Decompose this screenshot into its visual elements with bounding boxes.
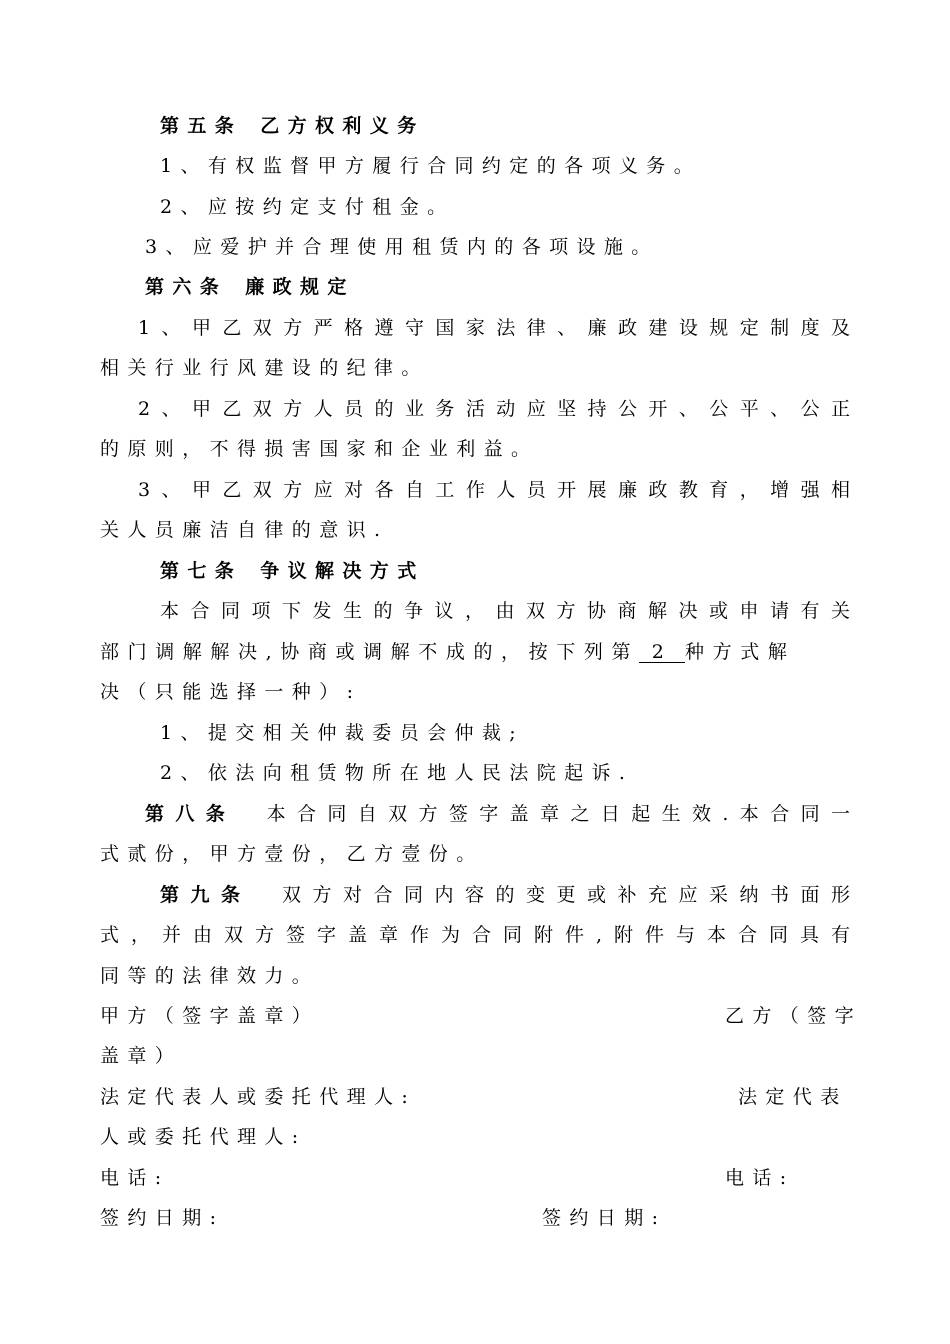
- article-8-text-a: 本合同自双方签字盖章之日起生效.本合同一: [266, 803, 850, 825]
- article-9-text-a: 双方对合同内容的变更或补充应采纳书面形: [282, 884, 850, 906]
- article-8-title: 第八条: [145, 803, 237, 825]
- article-9-title: 第九条: [160, 884, 252, 906]
- party-b-sign-label: 乙方（签字: [725, 1005, 863, 1027]
- party-b-phone-label: 电话:: [725, 1167, 795, 1189]
- party-b-date-label: 签约日期:: [542, 1207, 667, 1229]
- article-6-item-2-line-2: 的原则，不得损害国家和企业利益。: [100, 438, 539, 460]
- article-6-subtitle: 廉政规定: [245, 276, 355, 298]
- dispute-method-choice: 2: [639, 642, 685, 663]
- article-5-subtitle: 乙方权利义务: [260, 115, 425, 137]
- article-9-line-3: 同等的法律效力。: [100, 965, 320, 987]
- article-7-heading: [160, 559, 425, 583]
- article-6-heading: [145, 275, 355, 299]
- article-7-subtitle: 争议解决方式: [260, 560, 425, 582]
- article-9-line-2: 式，并由双方签字盖章作为合同附件,附件与本合同具有: [100, 924, 850, 946]
- article-7-para-line-1: 本合同项下发生的争议，由双方协商解决或申请有关: [160, 600, 850, 622]
- article-6-item-2-line-1: 2、甲乙双方人员的业务活动应坚持公开、公平、公正: [138, 398, 850, 420]
- article-6-title: 第六条: [145, 276, 228, 298]
- article-6-item-1-line-2: 相关行业行风建设的纪律。: [100, 357, 429, 379]
- article-7-option-1: 1、提交相关仲裁委员会仲裁;: [160, 722, 525, 744]
- article-9-line-1: [160, 883, 850, 907]
- party-a-representative-label: 法定代表人或委托代理人:: [100, 1086, 417, 1108]
- article-7-para-line-2: [100, 640, 795, 664]
- article-5-item-1: 1、有权监督甲方履行合同约定的各项义务。: [160, 155, 702, 177]
- party-a-sign-label: 甲方（签字盖章）: [100, 1005, 320, 1027]
- article-5-title: 第五条: [160, 115, 243, 137]
- party-b-sign-label-cont: 盖章）: [100, 1045, 183, 1067]
- article-5-item-2: 2、应按约定支付租金。: [160, 196, 455, 218]
- article-8-line-1: [145, 802, 850, 826]
- party-b-representative-label-cont: 人或委托代理人:: [100, 1126, 307, 1148]
- article-5-item-3: 3、应爱护并合理使用租赁内的各项设施。: [145, 236, 659, 258]
- article-7-para-line-2-post: 种方式解: [685, 641, 796, 663]
- article-7-title: 第七条: [160, 560, 243, 582]
- party-a-date-label: 签约日期:: [100, 1207, 225, 1229]
- party-a-phone-label: 电话:: [100, 1167, 170, 1189]
- article-5-heading: [160, 114, 425, 138]
- article-6-item-1-line-1: 1、甲乙双方严格遵守国家法律、廉政建设规定制度及: [138, 317, 850, 339]
- article-7-para-line-3: 决（只能选择一种）:: [100, 681, 362, 703]
- article-6-item-3-line-2: 关人员廉洁自律的意识.: [100, 519, 389, 541]
- article-6-item-3-line-1: 3、甲乙双方应对各自工作人员开展廉政教育，增强相: [138, 479, 850, 501]
- article-8-line-2: 式贰份，甲方壹份，乙方壹份。: [100, 843, 484, 865]
- article-7-option-2: 2、依法向租赁物所在地人民法院起诉.: [160, 762, 634, 784]
- article-7-para-line-2-pre: 部门调解解决,协商或调解不成的，按下列第: [100, 641, 640, 663]
- party-b-representative-label: 法定代表: [738, 1086, 848, 1108]
